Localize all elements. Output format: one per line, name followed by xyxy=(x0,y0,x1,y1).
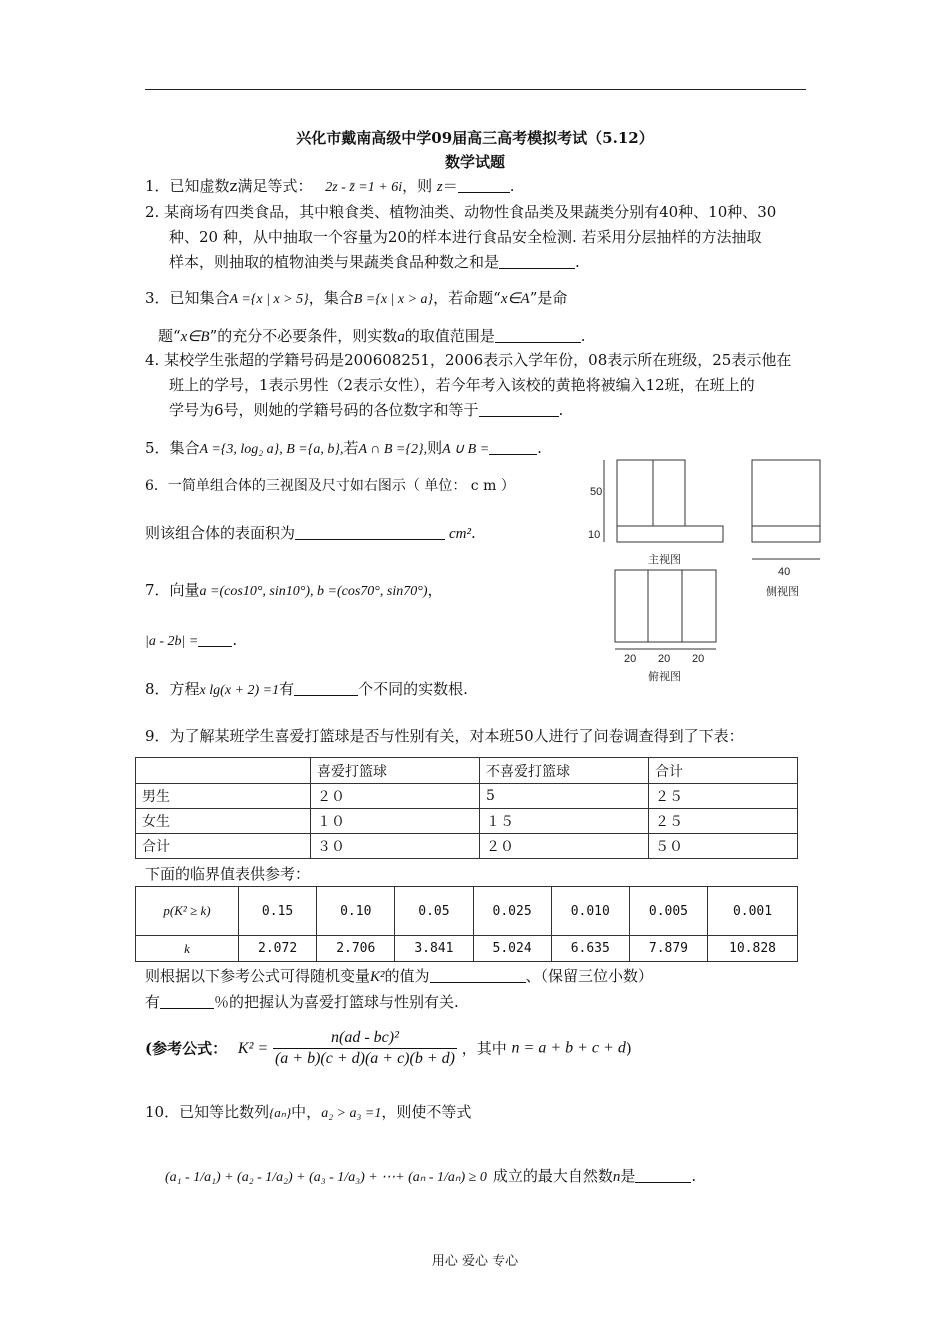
table-header-cell: 喜爱打篮球 xyxy=(311,758,480,784)
crit-p-cell: 0.010 xyxy=(551,887,629,936)
crit-p-row xyxy=(136,887,798,936)
q10-e: 是 xyxy=(620,1167,636,1185)
q9-reference-formula xyxy=(145,1028,632,1069)
ref-mid: ，其中 xyxy=(461,1039,507,1058)
q2-end: . xyxy=(575,253,580,271)
q1-answer-blank[interactable] xyxy=(458,178,510,193)
header-rule xyxy=(145,89,806,90)
q5-answer-blank[interactable] xyxy=(489,440,537,455)
crit-k-cell: 7.879 xyxy=(629,936,707,962)
table-cell: 男生 xyxy=(136,784,311,809)
table-cell: 5 xyxy=(480,784,649,809)
crit-k-cell: 10.828 xyxy=(708,936,798,962)
q2-answer-blank[interactable] xyxy=(499,254,575,269)
table-cell: 合计 xyxy=(136,834,311,859)
q4-answer-blank[interactable] xyxy=(479,402,559,417)
q10-answer-blank[interactable] xyxy=(635,1168,691,1183)
q10-d: 成立的最大自然数 xyxy=(492,1167,613,1185)
crit-k-row xyxy=(136,936,798,962)
ref-denominator: (a + b)(c + d)(a + c)(b + d) xyxy=(274,1050,455,1067)
front-view-label: 主视图 xyxy=(648,554,681,566)
q7-end: . xyxy=(232,631,238,649)
q5-union: A ∪ B = xyxy=(442,442,490,457)
question-8 xyxy=(145,677,468,703)
q3-c: ，若命题“ xyxy=(433,289,501,307)
crit-k-cell: 2.072 xyxy=(239,936,317,962)
q3-var: a xyxy=(397,329,405,345)
question-10-cont xyxy=(165,1164,696,1190)
front-view-upper xyxy=(653,460,685,526)
q9-k2: K² xyxy=(370,969,385,985)
q5-c: 则 xyxy=(427,439,443,457)
q5-inter: A ∩ B ={2}, xyxy=(358,442,428,457)
ref-label: (参考公式： xyxy=(145,1039,228,1058)
q6-unit: cm² xyxy=(449,526,472,542)
ref-fraction xyxy=(273,1028,457,1069)
three-view-figure xyxy=(580,450,830,686)
crit-k-cell: 6.635 xyxy=(551,936,629,962)
crit-p-cell: 0.10 xyxy=(317,887,395,936)
question-10 xyxy=(145,1100,471,1126)
q6-end: . xyxy=(471,524,476,542)
q7-answer-blank[interactable] xyxy=(198,632,232,647)
q10-c: ，则使不等式 xyxy=(381,1103,472,1121)
q5-b: 若 xyxy=(343,439,359,457)
question-2 xyxy=(145,200,776,275)
crit-k-label: k xyxy=(136,936,239,962)
question-4 xyxy=(145,348,791,423)
exam-title: 兴化市戴南高级中学09届高三高考模拟考试（5.12） xyxy=(296,129,654,147)
crit-p-cell: 0.025 xyxy=(473,887,551,936)
critical-value-table xyxy=(135,886,798,962)
q8-a: 8．方程 xyxy=(145,680,200,698)
top-dim-label-2: 20 xyxy=(658,653,671,665)
crit-k-cell: 3.841 xyxy=(395,936,473,962)
q8-b: 有 xyxy=(279,680,295,698)
q4-line3: 学号为6号，则她的学籍号码的各位数字和等于 xyxy=(169,401,479,419)
side-dim-40-label: 40 xyxy=(778,566,791,578)
table-cell: １０ xyxy=(311,809,480,834)
q6-answer-blank[interactable] xyxy=(295,525,445,540)
ref-close: ) xyxy=(625,1039,632,1058)
table-row xyxy=(136,809,798,834)
page-footer: 用心 爱心 专心 xyxy=(431,1254,519,1269)
q9-answer-line-1 xyxy=(145,964,653,990)
q3-inA: x∈A xyxy=(500,291,530,307)
q3-setB: B ={x | x > a} xyxy=(353,292,434,307)
q10-seq: {aₙ} xyxy=(269,1105,292,1120)
dim-10-label: 10 xyxy=(588,529,601,541)
q2-line1: 2. 某商场有四类食品，其中粮食类、植物油类、动物性食品类及果蔬类分别有40种、10种、30 xyxy=(145,203,777,221)
q7-expr: |a - 2b| = xyxy=(145,634,199,649)
front-view-top-block xyxy=(617,460,685,526)
question-3-cont xyxy=(158,324,586,350)
q9-line-a2: 的值为 xyxy=(384,967,430,985)
q3-end: . xyxy=(580,327,586,345)
table-cell: ２０ xyxy=(311,784,480,809)
table-cell: ３０ xyxy=(311,834,480,859)
top-dim-label-3: 20 xyxy=(692,653,705,665)
q3-a: 3．已知集合 xyxy=(145,289,230,307)
q4-line2: 班上的学号，1表示男性（2表示女性），若今年考入该校的黄艳将被编入12班，在班上的 xyxy=(169,376,755,394)
q5-setA: A ={3, log₂ a}, B ={a, b}, xyxy=(199,442,344,457)
front-view-base xyxy=(617,526,723,542)
q9-percent-answer-blank[interactable] xyxy=(160,994,214,1009)
q9-line-a1: 则根据以下参考公式可得随机变量 xyxy=(145,967,371,985)
q1-tail1: ，则 xyxy=(402,177,433,195)
q9-line-a3: 、（保留三位小数） xyxy=(525,967,654,985)
crit-p-cell: 0.05 xyxy=(395,887,473,936)
q7-a: 7．向量 xyxy=(145,581,200,599)
q9-answer-line-2 xyxy=(145,990,459,1015)
q3-f: ”的充分不必要条件，则实数 xyxy=(209,327,398,345)
q3-setA: A ={x | x > 5} xyxy=(229,292,309,307)
question-3 xyxy=(145,286,567,312)
q9-k2-answer-blank[interactable] xyxy=(430,968,526,983)
exam-subtitle: 数学试题 xyxy=(444,153,505,171)
q10-var: n xyxy=(612,1169,621,1185)
q8-answer-blank[interactable] xyxy=(294,681,358,696)
q3-d: ”是命 xyxy=(529,289,568,307)
top-view-label: 俯视图 xyxy=(648,671,681,683)
table-header-cell: 不喜爱打篮球 xyxy=(480,758,649,784)
top-dim-label-1: 20 xyxy=(624,653,637,665)
crit-p-cell: 0.15 xyxy=(239,887,317,936)
q8-c: 个不同的实数根. xyxy=(358,680,468,698)
q10-end: . xyxy=(691,1167,697,1185)
q2-line3: 样本，则抽取的植物油类与果蔬类食品种数之和是 xyxy=(169,253,500,271)
q5-end: . xyxy=(537,439,542,457)
question-6-cont xyxy=(145,521,476,547)
q4-end: . xyxy=(558,401,564,419)
question-5 xyxy=(145,436,542,462)
q3-inB: x∈B xyxy=(180,329,210,345)
q10-cond: a₂ > a₃ =1 xyxy=(321,1106,382,1121)
q3-answer-blank[interactable] xyxy=(495,328,581,343)
crit-p-cell: 0.005 xyxy=(629,887,707,936)
crit-k-cell: 2.706 xyxy=(317,936,395,962)
table-cell: ２０ xyxy=(480,834,649,859)
table-cell: ５０ xyxy=(649,834,798,859)
q10-inequality: (a₁ - 1/a₁) + (a₂ - 1/a₂) + (a₃ - 1/a₃) + ⋯+ (aₙ - 1/aₙ) ≥ 0 xyxy=(165,1170,487,1185)
table-cell: １５ xyxy=(480,809,649,834)
q1-tail2: ＝ xyxy=(442,177,458,195)
table-cell: ２５ xyxy=(649,809,798,834)
ref-n: n = a + b + c + d xyxy=(511,1039,626,1057)
crit-k-cell: 5.024 xyxy=(473,936,551,962)
question-6: 6．一简单组合体的三视图及尺寸如右图示（ 单位： c m ） xyxy=(145,478,515,494)
q1-text: 1．已知虚数z满足等式： xyxy=(145,177,313,195)
table-cell: 女生 xyxy=(136,809,311,834)
question-7 xyxy=(145,578,443,604)
q4-line1: 4. 某校学生张超的学籍号码是200608251，2006表示入学年份，08表示所在班级，25表示他在 xyxy=(145,351,792,369)
crit-p-cell: 0.001 xyxy=(708,887,798,936)
q9-line-b2: ％的把握认为喜爱打篮球与性别有关. xyxy=(214,993,459,1011)
q2-line2: 种、20 种，从中抽取一个容量为20的样本进行食品安全检测. 若采用分层抽样的方法抽取 xyxy=(169,228,762,246)
ref-numerator: n(ad - bc)² xyxy=(273,1028,457,1049)
table-header-cell xyxy=(136,758,311,784)
q3-g: 的取值范围是 xyxy=(404,327,495,345)
side-view xyxy=(752,460,820,542)
survey-table xyxy=(135,757,798,859)
q8-eq: x lg(x + 2) =1 xyxy=(199,683,280,698)
table-cell: ２５ xyxy=(649,784,798,809)
question-7-cont xyxy=(145,628,237,654)
dim-50-label: 50 xyxy=(590,486,603,498)
q1-var: z xyxy=(436,179,443,195)
q1-formula: 2z - z̄ =1 + 6i xyxy=(325,180,403,195)
top-view xyxy=(615,570,716,642)
q9-line-b1: 有 xyxy=(145,993,161,1011)
q3-b: ，集合 xyxy=(308,289,354,307)
q10-a: 10．已知等比数列 xyxy=(145,1103,270,1121)
question-9: 9．为了解某班学生喜爱打篮球是否与性别有关，对本班50人进行了问卷调查得到了下表： xyxy=(145,727,744,745)
crit-p-label: p(K² ≥ k) xyxy=(136,887,239,936)
q3-e: 题“ xyxy=(158,327,181,345)
table-row xyxy=(136,834,798,859)
table-header-cell: 合计 xyxy=(649,758,798,784)
q7-vecs: a =(cos10°, sin10°), b =(cos70°, sin70°) xyxy=(199,584,428,599)
side-view-label: 侧视图 xyxy=(766,586,799,598)
q6-line2: 则该组合体的表面积为 xyxy=(145,524,296,542)
crit-table-intro: 下面的临界值表供参考： xyxy=(145,865,311,883)
survey-table-header xyxy=(136,758,798,784)
q1-end: . xyxy=(509,177,515,195)
question-1 xyxy=(145,174,515,200)
q5-a: 5．集合 xyxy=(145,439,200,457)
q10-b: 中， xyxy=(291,1103,322,1121)
q7-b: ， xyxy=(427,581,443,599)
ref-lhs: K² = xyxy=(237,1039,269,1057)
table-row xyxy=(136,784,798,809)
